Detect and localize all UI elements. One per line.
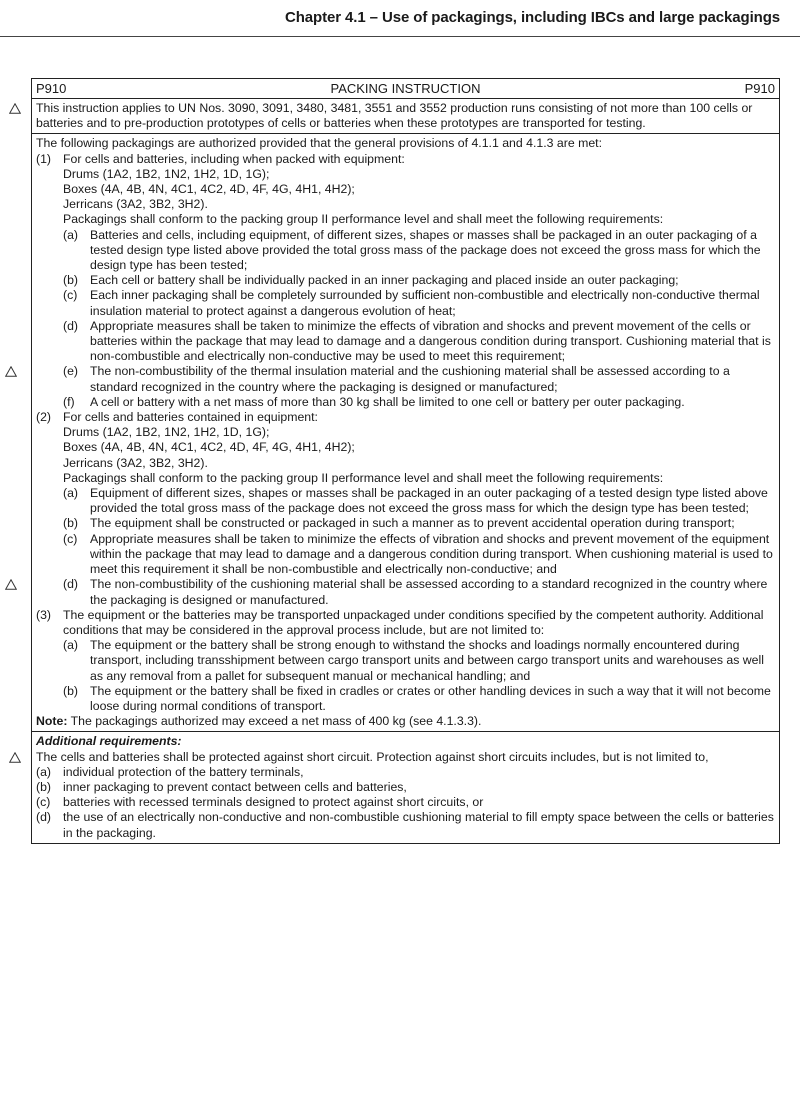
list-item: (d) Appropriate measures shall be taken to minimize the effects of vibration and shocks and prevent movement of the cells or batteries within the package that may lead to damage and a dangerous condition during transport. Cushioning material that is non-combustible and electrically non-conductive may be used to meet this requirement; [63, 318, 771, 364]
list-item: (a) Equipment of different sizes, shapes or masses shall be packaged in an outer packaging of a tested design type listed above provided the total gross mass of the package does not exceed the gross mass for which the design type has been tested; [63, 486, 768, 516]
jerricans-line: Jerricans (3A2, 3B2, 3H2). [63, 455, 208, 470]
code-left: P910 [36, 80, 67, 96]
list-item: (b) The equipment or the battery shall be fixed in cradles or crates or other handling devices in such a way that it will not become loose during normal conditions of transport. [63, 683, 771, 713]
boxes-line: Boxes (4A, 4B, 4N, 4C1, 4C2, 4D, 4F, 4G, 4H1, 4H2); [63, 440, 355, 455]
table-header [32, 79, 779, 99]
section-2 [36, 410, 775, 608]
chapter-rule [0, 36, 800, 37]
section-title: For cells and batteries, including when packed with equipment: [63, 151, 405, 166]
change-triangle-icon [5, 579, 17, 591]
list-item: (a) individual protection of the battery terminals, [36, 764, 304, 779]
change-triangle-icon [9, 752, 21, 764]
section-number: (3) [36, 607, 52, 622]
drums-line: Drums (1A2, 1B2, 1N2, 1H2, 1D, 1G); [63, 425, 270, 440]
list-item: (b) Each cell or battery shall be individually packed in an inner packaging and placed inside an outer packaging; [63, 273, 679, 288]
change-triangle-icon [9, 103, 21, 115]
intro-section [32, 99, 779, 134]
main-lead: The following packagings are authorized provided that the general provisions of 4.1.1 and 4.1.3 are met: [36, 136, 603, 151]
list-item: (d) the use of an electrically non-conductive and non-combustible cushioning material to fill empty space between the cells or batteries in the packaging. [36, 810, 774, 840]
boxes-line: Boxes (4A, 4B, 4N, 4C1, 4C2, 4D, 4F, 4G, 4H1, 4H2); [63, 182, 355, 197]
list-item: (c) Each inner packaging shall be completely surrounded by sufficient non-combustible and electrically non-conductive thermal insulation material to protect against a dangerous evolution of heat; [63, 288, 760, 318]
requirements-lead: Packagings shall conform to the packing group II performance level and shall meet the following requirements: [63, 470, 664, 485]
intro-text: This instruction applies to UN Nos. 3090, 3091, 3480, 3481, 3551 and 3552 production runs consisting of not more than 100 cells or batteries and to pre-production prototypes of cells or batteries when these prototypes are transported for testing. [36, 101, 753, 131]
list-item: (b) The equipment shall be constructed or packaged in such a manner as to prevent accidental operation during transport; [63, 516, 735, 531]
note-label: Note: [36, 714, 68, 729]
additional-section [32, 732, 779, 842]
list-item: (d) The non-combustibility of the cushioning material shall be assessed according to a standard recognized in the country where the packaging is designed or manufactured. [63, 577, 775, 607]
change-triangle-icon [5, 366, 17, 378]
section-1 [36, 152, 775, 410]
section-3 [36, 608, 775, 714]
drums-line: Drums (1A2, 1B2, 1N2, 1H2, 1D, 1G); [63, 166, 270, 181]
requirements-lead: Packagings shall conform to the packing group II performance level and shall meet the following requirements: [63, 212, 664, 227]
list-item: (c) Appropriate measures shall be taken to minimize the effects of vibration and shocks and prevent movement of the equipment within the package that may lead to damage and a dangerous condition during transport. When cushioning material is used to meet this requirement it shall be non-combustible and electrically non-conductive; and [63, 531, 773, 577]
section-title: For cells and batteries contained in equipment: [63, 410, 318, 425]
note [36, 714, 775, 729]
main-section [32, 134, 779, 732]
jerricans-line: Jerricans (3A2, 3B2, 3H2). [63, 197, 208, 212]
section-number: (1) [36, 151, 52, 166]
section-text: The equipment or the batteries may be transported unpackaged under conditions specified by the competent authority. Additional conditions that may be considered in the approval process include, but are not limited to: [63, 607, 764, 637]
chapter-title: Chapter 4.1 – Use of packagings, including IBCs and large packagings [285, 9, 780, 26]
list-item: (a) The equipment or the battery shall be strong enough to withstand the shocks and loadings normally encountered during transport, including transshipment between cargo transport units and between cargo transport units and warehouses as well as any removal from a pallet for subsequent manual or mechanical handling; and [63, 638, 764, 683]
list-item: (b) inner packaging to prevent contact between cells and batteries, [36, 779, 407, 794]
additional-title: Additional requirements: [36, 734, 182, 749]
list-item: (f) A cell or battery with a net mass of more than 30 kg shall be limited to one cell or battery per outer packaging. [63, 394, 685, 409]
section-number: (2) [36, 410, 52, 425]
list-item: (e) The non-combustibility of the thermal insulation material and the cushioning material shall be assessed according to a standard recognized in the country where the packaging is designed or manufactured; [63, 364, 775, 394]
instruction-title: PACKING INSTRUCTION [330, 80, 481, 96]
additional-text: The cells and batteries shall be protected against short circuit. Protection against short circuits includes, but is not limited to, [36, 749, 709, 764]
list-item: (a) Batteries and cells, including equipment, of different sizes, shapes or masses shall be packaged in an outer packaging of a tested design type listed above provided the total gross mass of the package does not exceed the gross mass for which the design type has been tested; [63, 227, 761, 273]
packing-instruction-table [31, 78, 780, 844]
note-text: The packagings authorized may exceed a net mass of 400 kg (see 4.1.3.3). [70, 714, 482, 729]
code-right: P910 [744, 80, 775, 96]
list-item: (c) batteries with recessed terminals designed to protect against short circuits, or [36, 795, 484, 810]
